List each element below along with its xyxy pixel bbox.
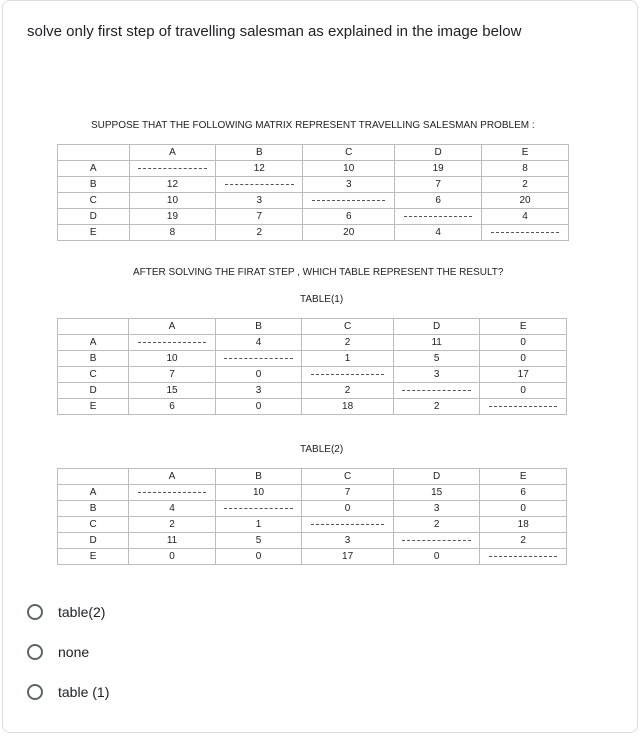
table-cell: 17 xyxy=(480,367,567,383)
table2-label: TABLE(2) xyxy=(300,444,344,455)
table-cell: 3 xyxy=(393,501,480,517)
table-cell: 7 xyxy=(395,177,482,193)
table-row xyxy=(58,161,569,177)
dash-line xyxy=(402,390,470,391)
option-label: none xyxy=(58,644,90,660)
table-cell: 20 xyxy=(482,193,569,209)
table-cell: 11 xyxy=(129,533,216,549)
column-header: A xyxy=(129,319,216,335)
table-row xyxy=(58,351,567,367)
table-cell: 20 xyxy=(303,225,395,241)
table-row xyxy=(58,517,567,533)
dash-line xyxy=(138,342,206,343)
row-header: C xyxy=(58,367,129,383)
option-label: table(2) xyxy=(58,604,106,620)
diagonal-dash-cell xyxy=(129,161,216,177)
table-cell: 2 xyxy=(302,335,394,351)
row-header: C xyxy=(58,517,129,533)
dash-line xyxy=(491,232,560,233)
row-header: E xyxy=(58,399,129,415)
column-header: D xyxy=(395,145,482,161)
dash-line xyxy=(312,200,385,201)
row-header: D xyxy=(58,533,129,549)
table-row xyxy=(58,533,567,549)
table-cell: 10 xyxy=(215,485,302,501)
corner-cell xyxy=(58,469,129,485)
dash-line xyxy=(402,540,470,541)
table-cell: 3 xyxy=(393,367,480,383)
table-row xyxy=(58,501,567,517)
question-card xyxy=(2,0,638,733)
diagonal-dash-cell xyxy=(393,383,480,399)
table-cell: 19 xyxy=(129,209,216,225)
table-row xyxy=(58,383,567,399)
table-row xyxy=(58,177,569,193)
table-cell: 0 xyxy=(480,351,567,367)
corner-cell xyxy=(58,319,129,335)
column-header: D xyxy=(393,319,480,335)
after-text: AFTER SOLVING THE FIRAT STEP , WHICH TABLE REPRESENT THE RESULT? xyxy=(133,267,504,278)
table-cell: 2 xyxy=(482,177,569,193)
table-cell: 8 xyxy=(129,225,216,241)
dash-line xyxy=(138,168,207,169)
table-cell: 0 xyxy=(215,549,302,565)
table-row xyxy=(58,549,567,565)
diagonal-dash-cell xyxy=(303,193,395,209)
table-row xyxy=(58,335,567,351)
row-header: C xyxy=(58,193,130,209)
table-cell: 7 xyxy=(216,209,303,225)
row-header: D xyxy=(58,209,130,225)
corner-cell xyxy=(58,145,130,161)
table-cell: 2 xyxy=(480,533,567,549)
table-cell: 6 xyxy=(303,209,395,225)
table-cell: 0 xyxy=(480,335,567,351)
column-header: C xyxy=(302,319,394,335)
table-cell: 4 xyxy=(395,225,482,241)
column-header: E xyxy=(482,145,569,161)
column-header: A xyxy=(129,145,216,161)
row-header: E xyxy=(58,549,129,565)
radio-button[interactable] xyxy=(27,684,43,700)
table-cell: 12 xyxy=(129,177,216,193)
question-text: solve only first step of travelling salesman as explained in the image below xyxy=(27,23,522,40)
table-cell: 3 xyxy=(216,193,303,209)
table-cell: 1 xyxy=(302,351,394,367)
diagonal-dash-cell xyxy=(129,485,216,501)
table-cell: 7 xyxy=(302,485,394,501)
table-cell: 10 xyxy=(303,161,395,177)
table-cell: 8 xyxy=(482,161,569,177)
row-header: D xyxy=(58,383,129,399)
dash-line xyxy=(404,216,473,217)
row-header: A xyxy=(58,335,129,351)
table-cell: 0 xyxy=(480,383,567,399)
table-cell: 4 xyxy=(482,209,569,225)
table-cell: 19 xyxy=(395,161,482,177)
option-none[interactable] xyxy=(27,644,89,660)
table-cell: 11 xyxy=(393,335,480,351)
option-table2[interactable] xyxy=(27,604,105,620)
table-cell: 0 xyxy=(215,367,302,383)
table-cell: 0 xyxy=(393,549,480,565)
column-header: B xyxy=(216,145,303,161)
table-cell: 0 xyxy=(480,501,567,517)
matrix-table xyxy=(57,144,569,241)
table-cell: 18 xyxy=(480,517,567,533)
column-header: A xyxy=(129,469,216,485)
table-cell: 5 xyxy=(215,533,302,549)
diagonal-dash-cell xyxy=(302,517,394,533)
table-2 xyxy=(57,468,567,565)
table-cell: 0 xyxy=(302,501,394,517)
table-1 xyxy=(57,318,567,415)
table-cell: 2 xyxy=(129,517,216,533)
row-header: A xyxy=(58,161,130,177)
column-header: B xyxy=(215,469,302,485)
intro-text: SUPPOSE THAT THE FOLLOWING MATRIX REPRESENT TRAVELLING SALESMAN PROBLEM : xyxy=(91,120,535,131)
table-cell: 2 xyxy=(393,399,480,415)
table-cell: 4 xyxy=(129,501,216,517)
dash-line xyxy=(311,374,383,375)
table-cell: 6 xyxy=(395,193,482,209)
table-cell: 2 xyxy=(302,383,394,399)
table-cell: 17 xyxy=(302,549,394,565)
column-header: E xyxy=(480,469,567,485)
dash-line xyxy=(138,492,206,493)
row-header: B xyxy=(58,177,130,193)
dash-line xyxy=(311,524,383,525)
table-cell: 6 xyxy=(129,399,216,415)
table-cell: 10 xyxy=(129,193,216,209)
table-cell: 10 xyxy=(129,351,216,367)
row-header: A xyxy=(58,485,129,501)
table-cell: 0 xyxy=(215,399,302,415)
diagonal-dash-cell xyxy=(395,209,482,225)
table-row xyxy=(58,399,567,415)
diagonal-dash-cell xyxy=(482,225,569,241)
table-row xyxy=(58,367,567,383)
table-row xyxy=(58,225,569,241)
dash-line xyxy=(224,508,292,509)
row-header: E xyxy=(58,225,130,241)
diagonal-dash-cell xyxy=(480,399,567,415)
radio-button[interactable] xyxy=(27,644,43,660)
column-header: C xyxy=(303,145,395,161)
table-cell: 0 xyxy=(129,549,216,565)
option-table1[interactable] xyxy=(27,684,109,700)
table-cell: 12 xyxy=(216,161,303,177)
diagonal-dash-cell xyxy=(216,177,303,193)
table-cell: 4 xyxy=(215,335,302,351)
table-cell: 5 xyxy=(393,351,480,367)
column-header: E xyxy=(480,319,567,335)
table-cell: 6 xyxy=(480,485,567,501)
dash-line xyxy=(489,556,557,557)
diagonal-dash-cell xyxy=(302,367,394,383)
table-row xyxy=(58,209,569,225)
table-cell: 3 xyxy=(215,383,302,399)
table-cell: 18 xyxy=(302,399,394,415)
table-row xyxy=(58,485,567,501)
diagonal-dash-cell xyxy=(215,501,302,517)
row-header: B xyxy=(58,351,129,367)
dash-line xyxy=(489,406,557,407)
dash-line xyxy=(224,358,292,359)
radio-button[interactable] xyxy=(27,604,43,620)
column-header: D xyxy=(393,469,480,485)
table-cell: 15 xyxy=(129,383,216,399)
column-header: B xyxy=(215,319,302,335)
diagonal-dash-cell xyxy=(393,533,480,549)
table-cell: 15 xyxy=(393,485,480,501)
row-header: B xyxy=(58,501,129,517)
table-row xyxy=(58,193,569,209)
table-cell: 3 xyxy=(303,177,395,193)
table-cell: 3 xyxy=(302,533,394,549)
dash-line xyxy=(225,184,294,185)
table1-label: TABLE(1) xyxy=(300,294,344,305)
table-cell: 1 xyxy=(215,517,302,533)
column-header: C xyxy=(302,469,394,485)
diagonal-dash-cell xyxy=(480,549,567,565)
option-label: table (1) xyxy=(58,684,110,700)
table-cell: 2 xyxy=(216,225,303,241)
table-cell: 7 xyxy=(129,367,216,383)
diagonal-dash-cell xyxy=(215,351,302,367)
diagonal-dash-cell xyxy=(129,335,216,351)
table-cell: 2 xyxy=(393,517,480,533)
